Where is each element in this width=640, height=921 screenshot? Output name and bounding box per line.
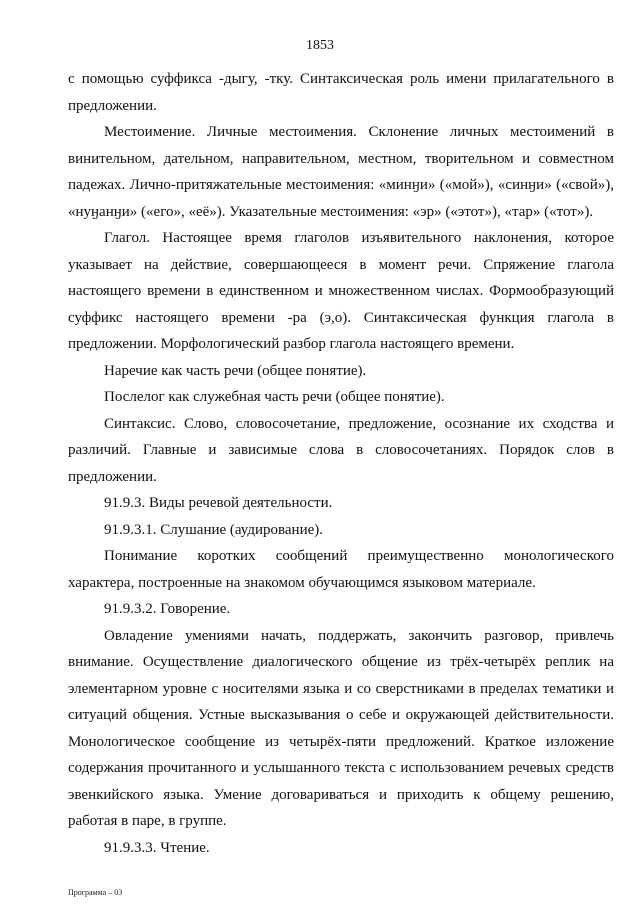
section-heading-reading: 91.9.3.3. Чтение. (104, 839, 210, 856)
paragraph-speaking: Овладение умениями начать, поддержать, закончить разговор, привлечь внимание. Осуществление диалогического общение из трёх-четырёх реплик на элементарном уровне с носителями языка и со сверстниками в пределах тематики и ситуаций общения. Устные высказывания о себе и окружающей действительности. Монологическое сообщение из четырёх-пяти предложений. Краткое изложение содержания прочитанного и услышанного текста с использованием речевых средств эвенкийского языка. Умение договариваться и приходить к общему решению, работая в паре, в группе. (68, 627, 614, 829)
paragraph-pronoun: Местоимение. Личные местоимения. Склонение личных местоимений в винительном, дательном, направительном, местном, творительном и совместном падежах. Лично-притяжательные местоимения: «минӈи» («мой»), «синӈи» («свой»), «нуӈанӈи» («его», «её»). Указательные местоимения: «эр» («этот»), «тар» («тот»). (68, 124, 614, 220)
paragraph-adjective-syntax: с помощью суффикса -дыгу, -тку. Синтаксическая роль имени прилагательного в предложении. (68, 71, 614, 114)
section-heading-speaking: 91.9.3.2. Говорение. (104, 601, 231, 617)
paragraph-adverb: Наречие как часть речи (общее понятие). (104, 362, 367, 379)
paragraph-syntax: Синтаксис. Слово, словосочетание, предложение, осознание их сходства и различий. Главные и зависимые слова в словосочетаниях. Порядок слов в предложении. (68, 415, 614, 485)
document-body (68, 66, 614, 861)
page-footer: Программа – 03 (68, 888, 123, 897)
paragraph-verb: Глагол. Настоящее время глаголов изъявительного наклонения, которое указывает на действие, совершающееся в момент речи. Спряжение глагола настоящего времени в единственном и множественном числах. Формообразующий суффикс настоящего времени -ра (э,о). Синтаксическая функция глагола в предложении. Морфологический разбор глагола настоящего времени. (68, 230, 614, 352)
paragraph-postposition: Послелог как служебная часть речи (общее понятие). (104, 389, 445, 405)
section-heading-speech-activity: 91.9.3. Виды речевой деятельности. (104, 495, 333, 511)
section-heading-listening: 91.9.3.1. Слушание (аудирование). (104, 521, 324, 538)
page-number: 1853 (306, 38, 334, 53)
paragraph-listening: Понимание коротких сообщений преимущественно монологического характера, построенные на знакомом обучающимся языковом материале. (68, 548, 614, 591)
